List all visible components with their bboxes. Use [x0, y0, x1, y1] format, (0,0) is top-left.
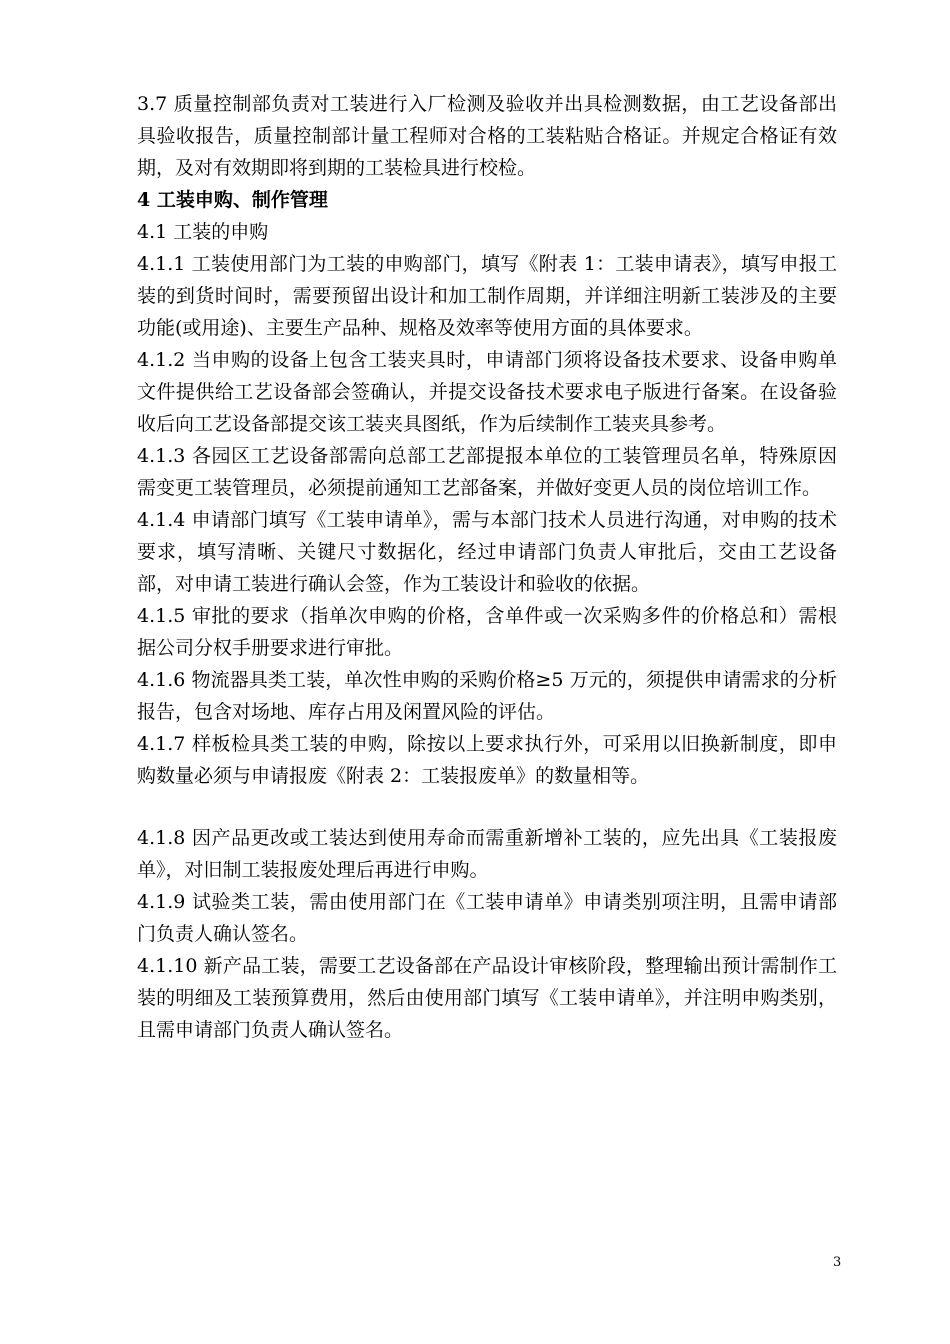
paragraph-4-1-7: 4.1.7 样板检具类工装的申购，除按以上要求执行外，可采用以旧换新制度，即申购数量必须与申请报废《附表 2：工装报废单》的数量相等。 — [137, 733, 837, 787]
paragraph-4-1-6: 4.1.6 物流器具类工装，单次性申购的采购价格≥5 万元的，须提供申请需求的分析报告，包含对场地、库存占用及闲置风险的评估。 — [137, 669, 837, 723]
paragraph-4-1-2: 4.1.2 当申购的设备上包含工装夹具时，申请部门须将设备技术要求、设备申购单文件提供给工艺设备部会签确认，并提交设备技术要求电子版进行备案。在设备验收后向工艺设备部提交该工装夹具图纸，作为后续制作工装夹具参考。 — [137, 349, 837, 435]
paragraph-4-1-3: 4.1.3 各园区工艺设备部需向总部工艺部提报本单位的工装管理员名单，特殊原因需变更工装管理员，必须提前通知工艺部备案，并做好变更人员的岗位培训工作。 — [137, 445, 837, 499]
section-heading-4: 4 工装申购、制作管理 — [137, 189, 328, 211]
paragraph-4-1-10: 4.1.10 新产品工装，需要工艺设备部在产品设计审核阶段，整理输出预计需制作工装的明细及工装预算费用，然后由使用部门填写《工装申请单》，并注明申购类别，且需申请部门负责人确认签名。 — [137, 955, 837, 1041]
paragraph-gap — [137, 792, 837, 822]
paragraph-4-1-9: 4.1.9 试验类工装，需由使用部门在《工装申请单》申请类别项注明，且需申请部门负责人确认签名。 — [137, 891, 837, 945]
document-body — [137, 88, 837, 1046]
page-number: 3 — [833, 1255, 842, 1270]
paragraph-4-1-1: 4.1.1 工装使用部门为工装的申购部门，填写《附表 1：工装申请表》，填写申报工装的到货时间时，需要预留出设计和加工制作周期，并详细注明新工装涉及的主要功能(或用途)、主要生产品种、规格及效率等使用方面的具体要求。 — [137, 253, 837, 339]
paragraph-4-1-8: 4.1.8 因产品更改或工装达到使用寿命而需重新增补工装的，应先出具《工装报废单》，对旧制工装报废处理后再进行申购。 — [137, 827, 837, 881]
subsection-heading-4-1: 4.1 工装的申购 — [137, 221, 269, 243]
paragraph-4-1-4: 4.1.4 申请部门填写《工装申请单》，需与本部门技术人员进行沟通，对申购的技术要求，填写清晰、关键尺寸数据化，经过申请部门负责人审批后，交由工艺设备部，对申请工装进行确认会签，作为工装设计和验收的依据。 — [137, 509, 837, 595]
paragraph-3-7: 3.7 质量控制部负责对工装进行入厂检测及验收并出具检测数据，由工艺设备部出具验收报告，质量控制部计量工程师对合格的工装粘贴合格证。并规定合格证有效期，及对有效期即将到期的工装检具进行校检。 — [137, 93, 837, 179]
paragraph-4-1-5: 4.1.5 审批的要求（指单次申购的价格，含单件或一次采购多件的价格总和）需根据公司分权手册要求进行审批。 — [137, 605, 837, 659]
